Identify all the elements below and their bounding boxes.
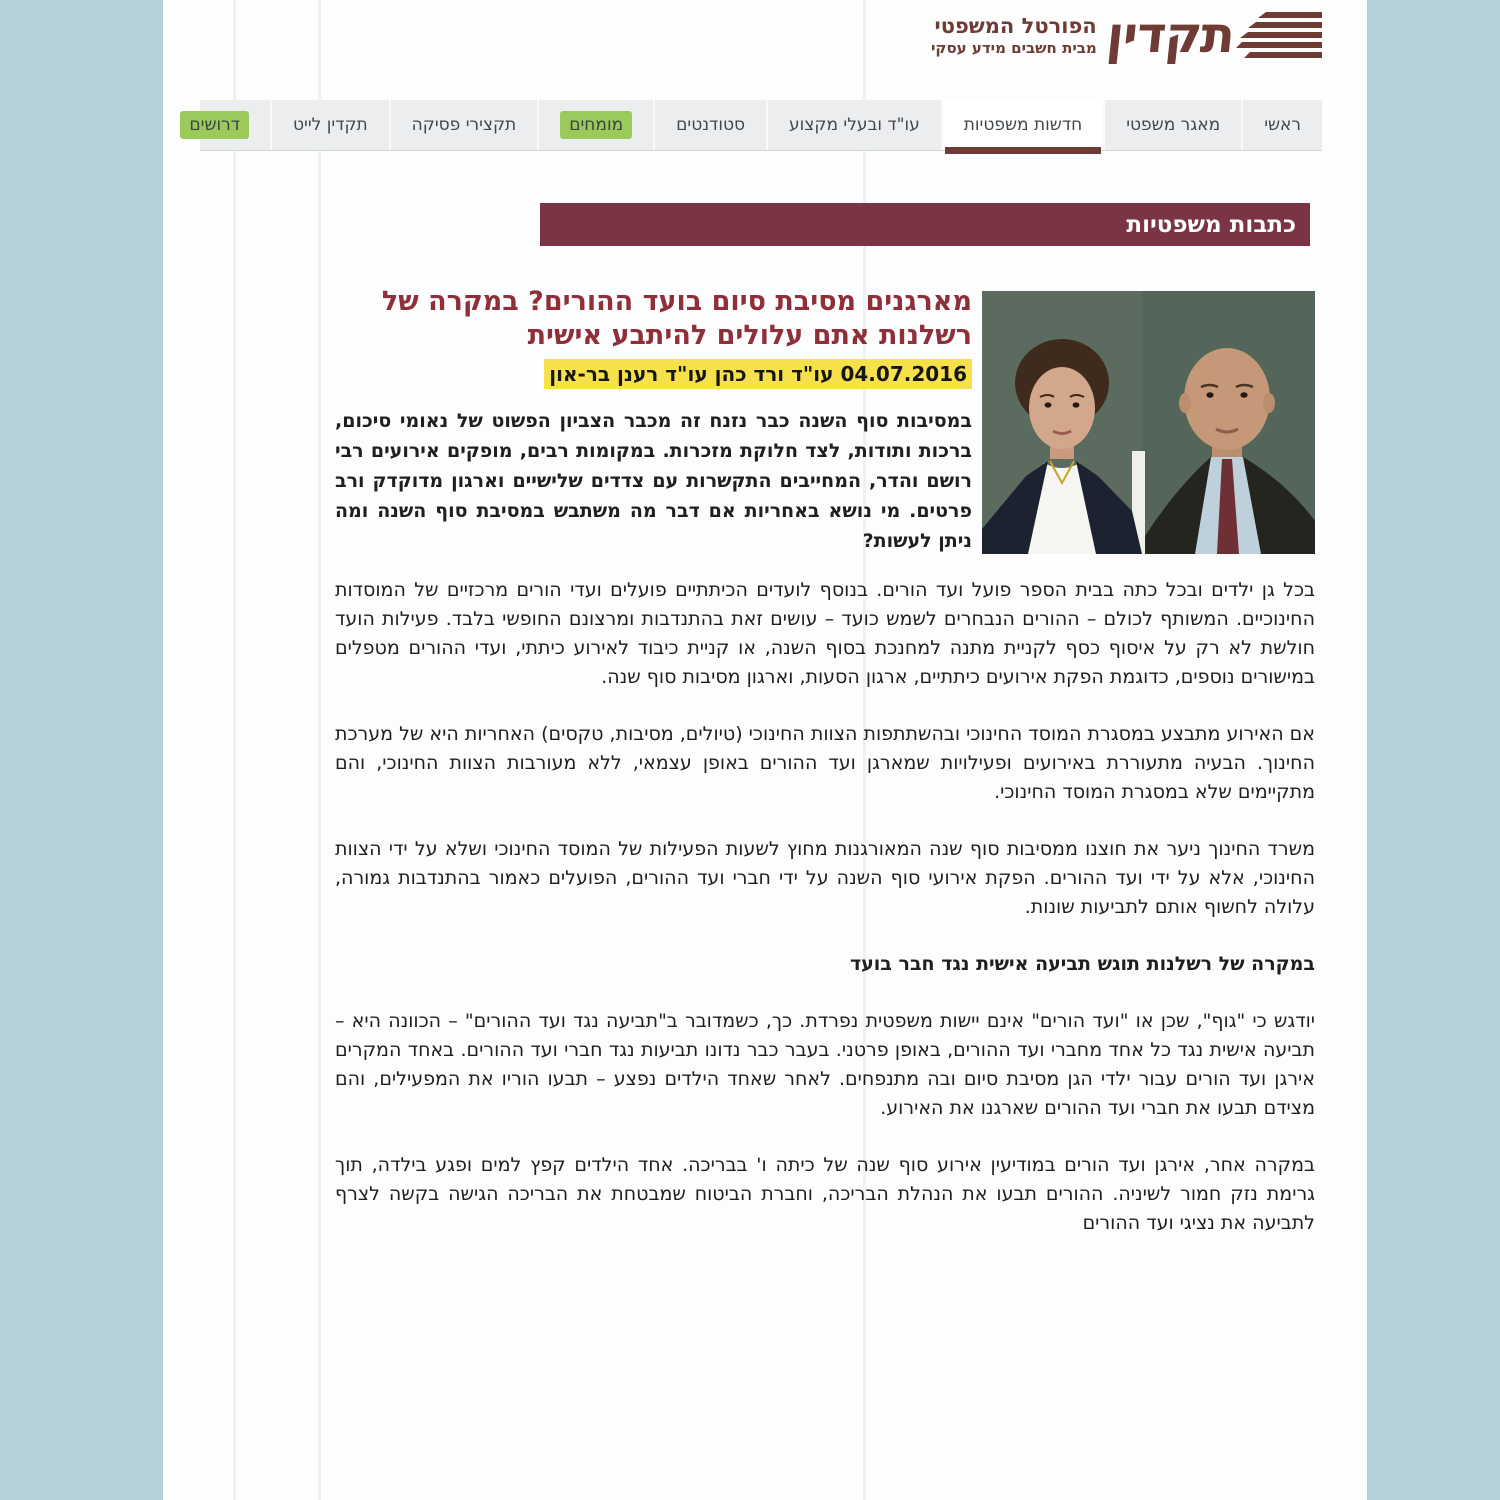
nav-tab-lawyers-professionals[interactable] (766, 100, 941, 150)
article-paragraph: אם האירוע מתבצע במסגרת המוסד החינוכי ובהשתתפות הצוות החינוכי (טיולים, מסיבות, טקסים) האחריות היא של מערכת החינוך. הבעיה מתעוררת באירועים ופעילויות שמארגן ועד ההורים באופן עצמאי, ללא מעורבות הצוות החינוכי, והם מתקיימים שלא במסגרת המוסד החינוכי. (335, 723, 1315, 803)
nav-tab-label: מאגר משפטי (1126, 115, 1221, 135)
article-lead: במסיבות סוף השנה כבר נזנח זה מכבר הצביון הפשוט של נאומי סיכום, ברכות ותודות, לצד חלוקת מזכרות. במקומות רבים, מופקים אירועים רבי רושם והדר, המחייבים התקשרות עם צדדים שלישיים וארגון מדוקדק ורב פרטים. מי נושא באחריות אם דבר מה משתבש במסיבת סוף השנה ומה ניתן לעשות? (335, 410, 972, 552)
article-title: מארגנים מסיבת סיום בועד ההורים? במקרה של רשלנות אתם עלולים להיתבע אישית (381, 286, 972, 351)
logo-tagline-line2: מבית חשבים מידע עסקי (930, 38, 1097, 57)
article-paragraph: יודגש כי "גוף", שכן או "ועד הורים" אינם יישות משפטית נפרדת. כך, כשמדובר ב"תביעה נגד ועד ההורים" – הכוונה היא – תביעה אישית נגד כל אחד מחברי ועד ההורים, באופן פרטני. בעבר כבר נדונו תביעות נגד חברי ועד ההורים. באחד המקרים אירגן ועד הורים עבור ילדי הגן מסיבת סיום ובה מתנפחים. לאחר שאחד הילדים נפצע – תבעו הוריו את המפעילים, והם מצידם תבעו את חברי ועד ההורים שארגנו את האירוע. (335, 1010, 1315, 1119)
scanned-page (163, 0, 1367, 1500)
article-paragraph: בכל גן ילדים ובכל כתה בבית הספר פועל ועד הורים. בנוסף לועדים הכיתתיים פועלים ועדי הורים מרכזיים של המוסדות החינוכיים. המשותף לכולם – ההורים הנבחרים לשמש כועד – עושים זאת בהתנדבות ומרצונם החופשי בלבד. פעילות הועד חולשת לא רק על איסוף כסף לקניית מתנה למחנכת בסוף השנה, או קניית כיבוד לאירוע כיתתי, ועדי ההורים מטפלים במישורים נוספים, כדוגמת הפקת אירועים כיתתיים, ארגון הסעות, וארגון מסיבות סוף שנה. (335, 579, 1315, 688)
scan-streak (233, 0, 236, 1500)
nav-tab-legal-news[interactable] (941, 100, 1103, 150)
nav-tab-label-green: מומחים (560, 111, 632, 139)
logo-tagline (931, 13, 1097, 58)
article-date: 04.07.2016 (840, 362, 967, 386)
article-dateline (335, 362, 972, 386)
nav-tab-label-green: דרושים (180, 111, 249, 139)
main-navigation (189, 100, 1322, 151)
article-subheading: במקרה של רשלנות תוגש תביעה אישית נגד חבר בועד (849, 953, 1315, 975)
site-logo[interactable] (931, 6, 1322, 64)
article-authors: עו"ד ורד כהן עו"ד רענן בר-און (549, 362, 834, 386)
article-header (335, 285, 1315, 556)
nav-tab-label: סטודנטים (676, 115, 746, 135)
section-banner-label: כתבות משפטיות (1126, 211, 1296, 238)
nav-tab-case-summaries[interactable] (389, 100, 538, 150)
article-paragraph: במקרה אחר, אירגן ועד הורים במודיעין אירוע סוף שנה של כיתה ו' בבריכה. אחד הילדים קפץ למים ופגע בילדה, תוך גרימת נזק חמור לשיניה. ההורים תבעו את הנהלת הבריכה, וחברת הביטוח שמבטחת את הבריכה הגישה בקשה לצרף לתביעה את נציגי ועד ההורים (335, 1154, 1315, 1234)
nav-tab-label: עו"ד ובעלי מקצוע (789, 115, 920, 135)
scan-streak (318, 0, 321, 1500)
article-head-text (335, 285, 972, 556)
nav-tab-jobs[interactable] (159, 100, 270, 150)
logo-wordmark: תקדין (1103, 6, 1238, 64)
date-authors-highlight (544, 359, 972, 389)
logo-tagline-line1: הפורטל המשפטי (934, 13, 1097, 38)
nav-tab-legal-database[interactable] (1103, 100, 1241, 150)
article (335, 285, 1315, 1266)
nav-tab-label: ראשי (1264, 115, 1301, 135)
article-body (335, 576, 1315, 1238)
nav-tab-experts[interactable] (537, 100, 653, 150)
article-paragraph: משרד החינוך ניער את חוצנו ממסיבות סוף שנה המאורגנות מחוץ לשעות הפעילות של המוסד החינוכי ושלא על ידי הצוות החינוכי, אלא על ידי ועד ההורים. הפקת אירועי סוף השנה על ידי חברי ועד ההורים, הפועלים כאמור בהתנדבות גמורה, עלולה לחשוף אותם לתביעות שונות. (335, 838, 1315, 918)
nav-tab-takdin-lite[interactable] (270, 100, 389, 150)
nav-tab-students[interactable] (653, 100, 766, 150)
nav-tab-label: תקצירי פסיקה (411, 115, 517, 135)
section-banner (540, 203, 1310, 246)
speed-lines-icon (1236, 6, 1322, 64)
nav-tab-label: תקדין לייט (293, 115, 368, 135)
authors-photo (982, 291, 1315, 554)
nav-tab-label: חדשות משפטיות (963, 115, 1083, 135)
nav-tab-home[interactable] (1241, 100, 1322, 150)
